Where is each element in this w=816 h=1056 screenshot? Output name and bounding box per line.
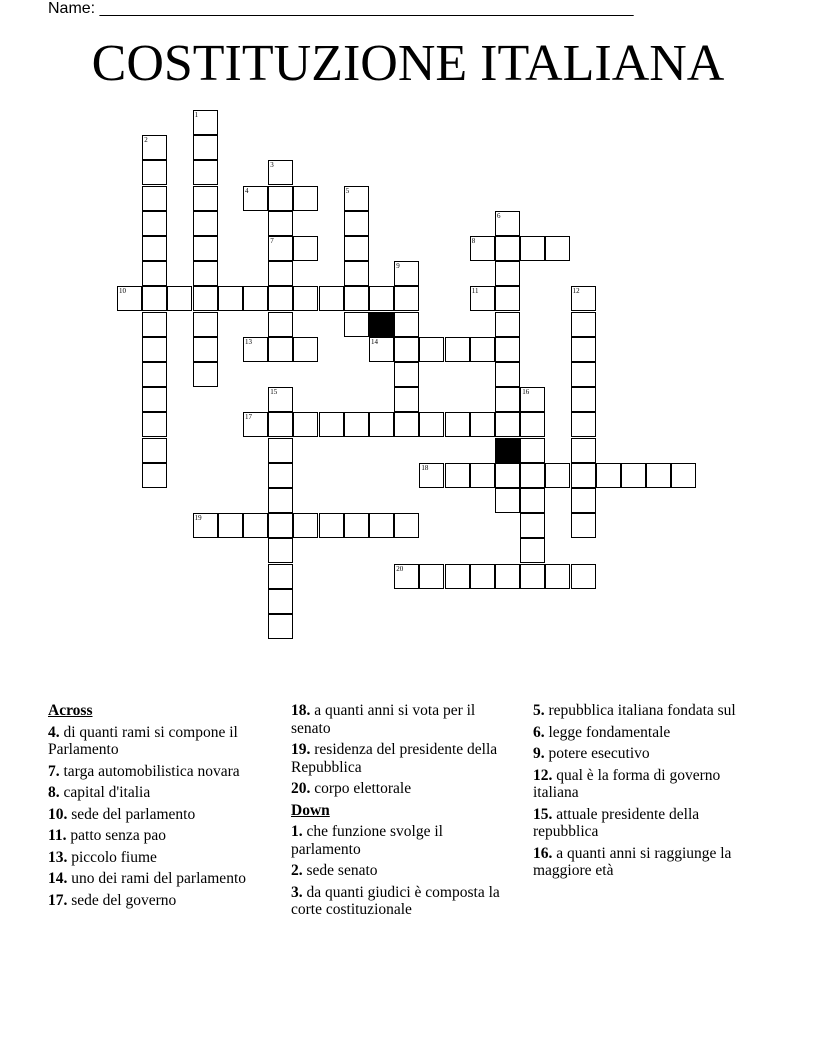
grid-cell[interactable] [369,412,394,437]
grid-cell[interactable] [344,211,369,236]
clue-text: attuale presidente della repubblica [533,805,700,840]
grid-cell[interactable] [520,513,545,538]
clue-number: 7. [48,762,60,780]
clues-column-3 [533,702,758,884]
down-clue-list-continued [533,702,758,880]
grid-cell[interactable] [218,513,243,538]
grid-cell[interactable] [268,312,293,337]
clue-text: sede del governo [67,891,177,909]
grid-cell[interactable] [470,564,495,589]
grid-cell[interactable] [268,614,293,639]
grid-cell[interactable] [243,513,268,538]
clue-number: 1. [291,823,303,840]
grid-cell[interactable] [495,261,520,286]
cell-number: 4 [245,186,249,195]
grid-cell[interactable] [445,337,470,362]
cell-number: 8 [471,237,476,245]
cell-number: 9 [396,262,400,271]
grid-cell[interactable] [142,337,167,362]
clue-item [533,767,758,802]
clue-item [533,745,758,763]
cell-number: 1 [194,111,199,119]
grid-cell[interactable] [571,312,596,337]
grid-cell[interactable] [495,564,520,589]
grid-cell[interactable] [268,438,293,463]
grid-cell[interactable] [268,186,293,211]
grid-cell[interactable] [268,286,293,311]
clue-text: repubblica italiana fondata sul [544,702,736,719]
grid-cell[interactable] [520,236,545,261]
clue-text: che funzione svolge il parlamento [291,823,443,858]
grid-cell[interactable] [344,312,369,337]
grid-cell[interactable] [142,438,167,463]
clue-number: 17. [48,891,68,909]
grid-cell[interactable] [520,538,545,563]
cell-number: 16 [522,388,530,397]
grid-cell[interactable] [394,387,419,412]
grid-cell[interactable] [142,186,167,211]
clue-item [533,845,758,880]
clue-item [291,780,516,798]
grid-cell[interactable] [293,186,318,211]
clue-number: 10. [48,805,68,823]
grid-cell[interactable] [495,286,520,311]
grid-cell[interactable] [394,412,419,437]
clue-number: 8. [48,784,60,801]
grid-cell[interactable] [344,261,369,286]
clue-item [291,884,516,919]
cell-number: 13 [245,337,252,346]
grid-cell[interactable] [445,412,470,437]
across-clue-list [48,724,270,910]
grid-cell[interactable] [369,286,394,311]
cell-number: 12 [572,287,580,296]
clue-item [291,862,516,880]
page-title: COSTITUZIONE ITALIANA [91,35,725,92]
grid-cell[interactable] [394,312,419,337]
grid-cell[interactable] [193,236,218,261]
grid-cell[interactable] [142,387,167,412]
grid-cell[interactable] [495,337,520,362]
clue-text: potere esecutivo [544,745,650,762]
clue-item [533,806,758,841]
clue-number: 5. [533,702,545,719]
clue-text: legge fondamentale [544,723,671,741]
grid-cell[interactable] [142,412,167,437]
clue-number: 2. [291,862,303,879]
grid-cell[interactable] [394,362,419,387]
grid-cell[interactable] [445,463,470,488]
grid-cell[interactable] [193,211,218,236]
grid-cell[interactable] [419,337,444,362]
grid-cell[interactable] [545,463,570,488]
grid-cell[interactable] [571,564,596,589]
grid-cell[interactable] [394,513,419,538]
clue-text: sede del parlamento [67,805,196,823]
clue-item [48,892,270,910]
grid-cell[interactable] [495,412,520,437]
clue-number: 20. [291,780,311,797]
grid-cell[interactable] [470,463,495,488]
blocked-cell [495,438,520,463]
grid-cell[interactable] [193,186,218,211]
clue-number: 3. [291,883,303,901]
cell-number: 2 [144,136,148,145]
grid-cell[interactable] [142,362,167,387]
grid-cell[interactable] [193,337,218,362]
grid-cell[interactable] [293,412,318,437]
grid-cell[interactable] [419,564,444,589]
grid-cell[interactable] [268,538,293,563]
clue-item [291,702,516,737]
grid-cell[interactable] [571,488,596,513]
blocked-cell [369,312,394,337]
grid-cell[interactable] [268,412,293,437]
clue-text: di quanti rami si compone il Parlamento [48,723,238,758]
grid-cell[interactable] [243,286,268,311]
grid-cell[interactable] [571,513,596,538]
grid-cell[interactable] [419,412,444,437]
clue-text: da quanti giudici è composta la corte costituzionale [291,883,500,918]
grid-cell[interactable] [495,387,520,412]
clue-text: capital d'italia [59,784,151,801]
down-clue-list [291,823,516,919]
grid-cell[interactable] [495,236,520,261]
grid-cell[interactable] [571,463,596,488]
grid-cell[interactable] [571,362,596,387]
grid-cell[interactable] [571,337,596,362]
grid-cell[interactable] [142,463,167,488]
grid-cell[interactable] [470,337,495,362]
clue-text: piccolo fiume [67,848,157,866]
grid-cell[interactable] [193,160,218,185]
grid-cell[interactable] [571,387,596,412]
grid-cell[interactable] [520,438,545,463]
clue-number: 19. [291,741,311,758]
clue-number: 18. [291,702,311,719]
clue-number: 4. [48,723,60,741]
cell-number: 14 [371,337,378,346]
grid-cell[interactable] [268,513,293,538]
grid-cell[interactable] [646,463,671,488]
grid-cell[interactable] [268,589,293,614]
clue-item [48,827,270,845]
cell-number: 11 [471,287,479,296]
clue-text: residenza del presidente della Repubblica [291,741,498,776]
clue-number: 13. [48,848,68,866]
grid-cell[interactable] [142,236,167,261]
clue-number: 16. [533,844,553,862]
cell-number: 17 [245,413,252,422]
cell-number: 6 [497,211,501,220]
clue-item [48,784,270,802]
clue-text: patto senza pao [66,827,166,844]
cell-number: 20 [396,564,404,573]
name-field[interactable]: Name: ____________________________________________________________ [48,0,634,17]
grid-cell[interactable] [369,513,394,538]
grid-cell[interactable] [520,564,545,589]
grid-cell[interactable] [671,463,696,488]
grid-cell[interactable] [319,412,344,437]
clue-item [533,702,758,720]
grid-cell[interactable] [445,564,470,589]
grid-cell[interactable] [142,286,167,311]
grid-cell[interactable] [520,488,545,513]
grid-cell[interactable] [319,513,344,538]
grid-cell[interactable] [394,337,419,362]
clue-text: a quanti anni si raggiunge la maggiore età [533,844,732,879]
grid-cell[interactable] [142,261,167,286]
grid-cell[interactable] [344,513,369,538]
grid-cell[interactable] [495,312,520,337]
grid-cell[interactable] [268,463,293,488]
grid-cell[interactable] [520,463,545,488]
clue-text: targa automobilistica novara [59,762,240,780]
grid-cell[interactable] [193,286,218,311]
grid-cell[interactable] [268,337,293,362]
grid-cell[interactable] [319,286,344,311]
grid-cell[interactable] [293,337,318,362]
grid-cell[interactable] [142,312,167,337]
clue-text: a quanti anni si vota per il senato [291,702,476,737]
cell-number: 18 [421,463,429,472]
clue-text: sede senato [302,862,378,879]
clue-number: 11. [48,827,67,844]
cell-number: 3 [270,161,274,170]
clue-item [48,724,270,759]
grid-cell[interactable] [344,286,369,311]
grid-cell[interactable] [344,412,369,437]
clue-item [533,724,758,742]
clue-item [48,806,270,824]
clue-number: 12. [533,766,553,784]
clue-number: 14. [48,870,68,887]
grid-cell[interactable] [495,362,520,387]
down-header: Down [291,801,330,819]
clues-column-2 [291,702,516,923]
grid-cell[interactable] [218,286,243,311]
grid-cell[interactable] [193,261,218,286]
across-clue-list-continued [291,702,516,798]
cell-number: 5 [345,186,350,195]
grid-cell[interactable] [193,312,218,337]
grid-cell[interactable] [495,463,520,488]
cell-number: 15 [270,388,278,397]
clue-item [291,823,516,858]
clue-number: 6. [533,723,545,741]
grid-cell[interactable] [293,286,318,311]
clue-item [48,849,270,867]
grid-cell[interactable] [167,286,192,311]
grid-cell[interactable] [495,488,520,513]
grid-cell[interactable] [268,564,293,589]
grid-cell[interactable] [545,564,570,589]
clue-item [48,763,270,781]
grid-cell[interactable] [571,412,596,437]
clues-column-1 [48,702,270,913]
grid-cell[interactable] [344,236,369,261]
clue-number: 9. [533,745,545,762]
grid-cell[interactable] [268,261,293,286]
cell-number: 10 [119,287,126,296]
grid-cell[interactable] [268,211,293,236]
clue-text: corpo elettorale [310,780,412,797]
grid-cell[interactable] [394,286,419,311]
grid-cell[interactable] [596,463,621,488]
grid-cell[interactable] [545,236,570,261]
cell-number: 19 [194,514,202,523]
grid-cell[interactable] [193,135,218,160]
grid-cell[interactable] [142,160,167,185]
grid-cell[interactable] [470,412,495,437]
grid-cell[interactable] [571,438,596,463]
clue-item [48,870,270,888]
across-header: Across [48,702,93,719]
clue-text: uno dei rami del parlamento [67,870,246,887]
grid-cell[interactable] [520,412,545,437]
grid-cell[interactable] [293,513,318,538]
grid-cell[interactable] [193,362,218,387]
grid-cell[interactable] [621,463,646,488]
grid-cell[interactable] [142,211,167,236]
grid-cell[interactable] [293,236,318,261]
grid-cell[interactable] [268,488,293,513]
clue-text: qual è la forma di governo italiana [533,766,721,801]
clue-number: 15. [533,805,553,823]
cell-number: 7 [270,237,274,245]
clue-item [291,741,516,776]
